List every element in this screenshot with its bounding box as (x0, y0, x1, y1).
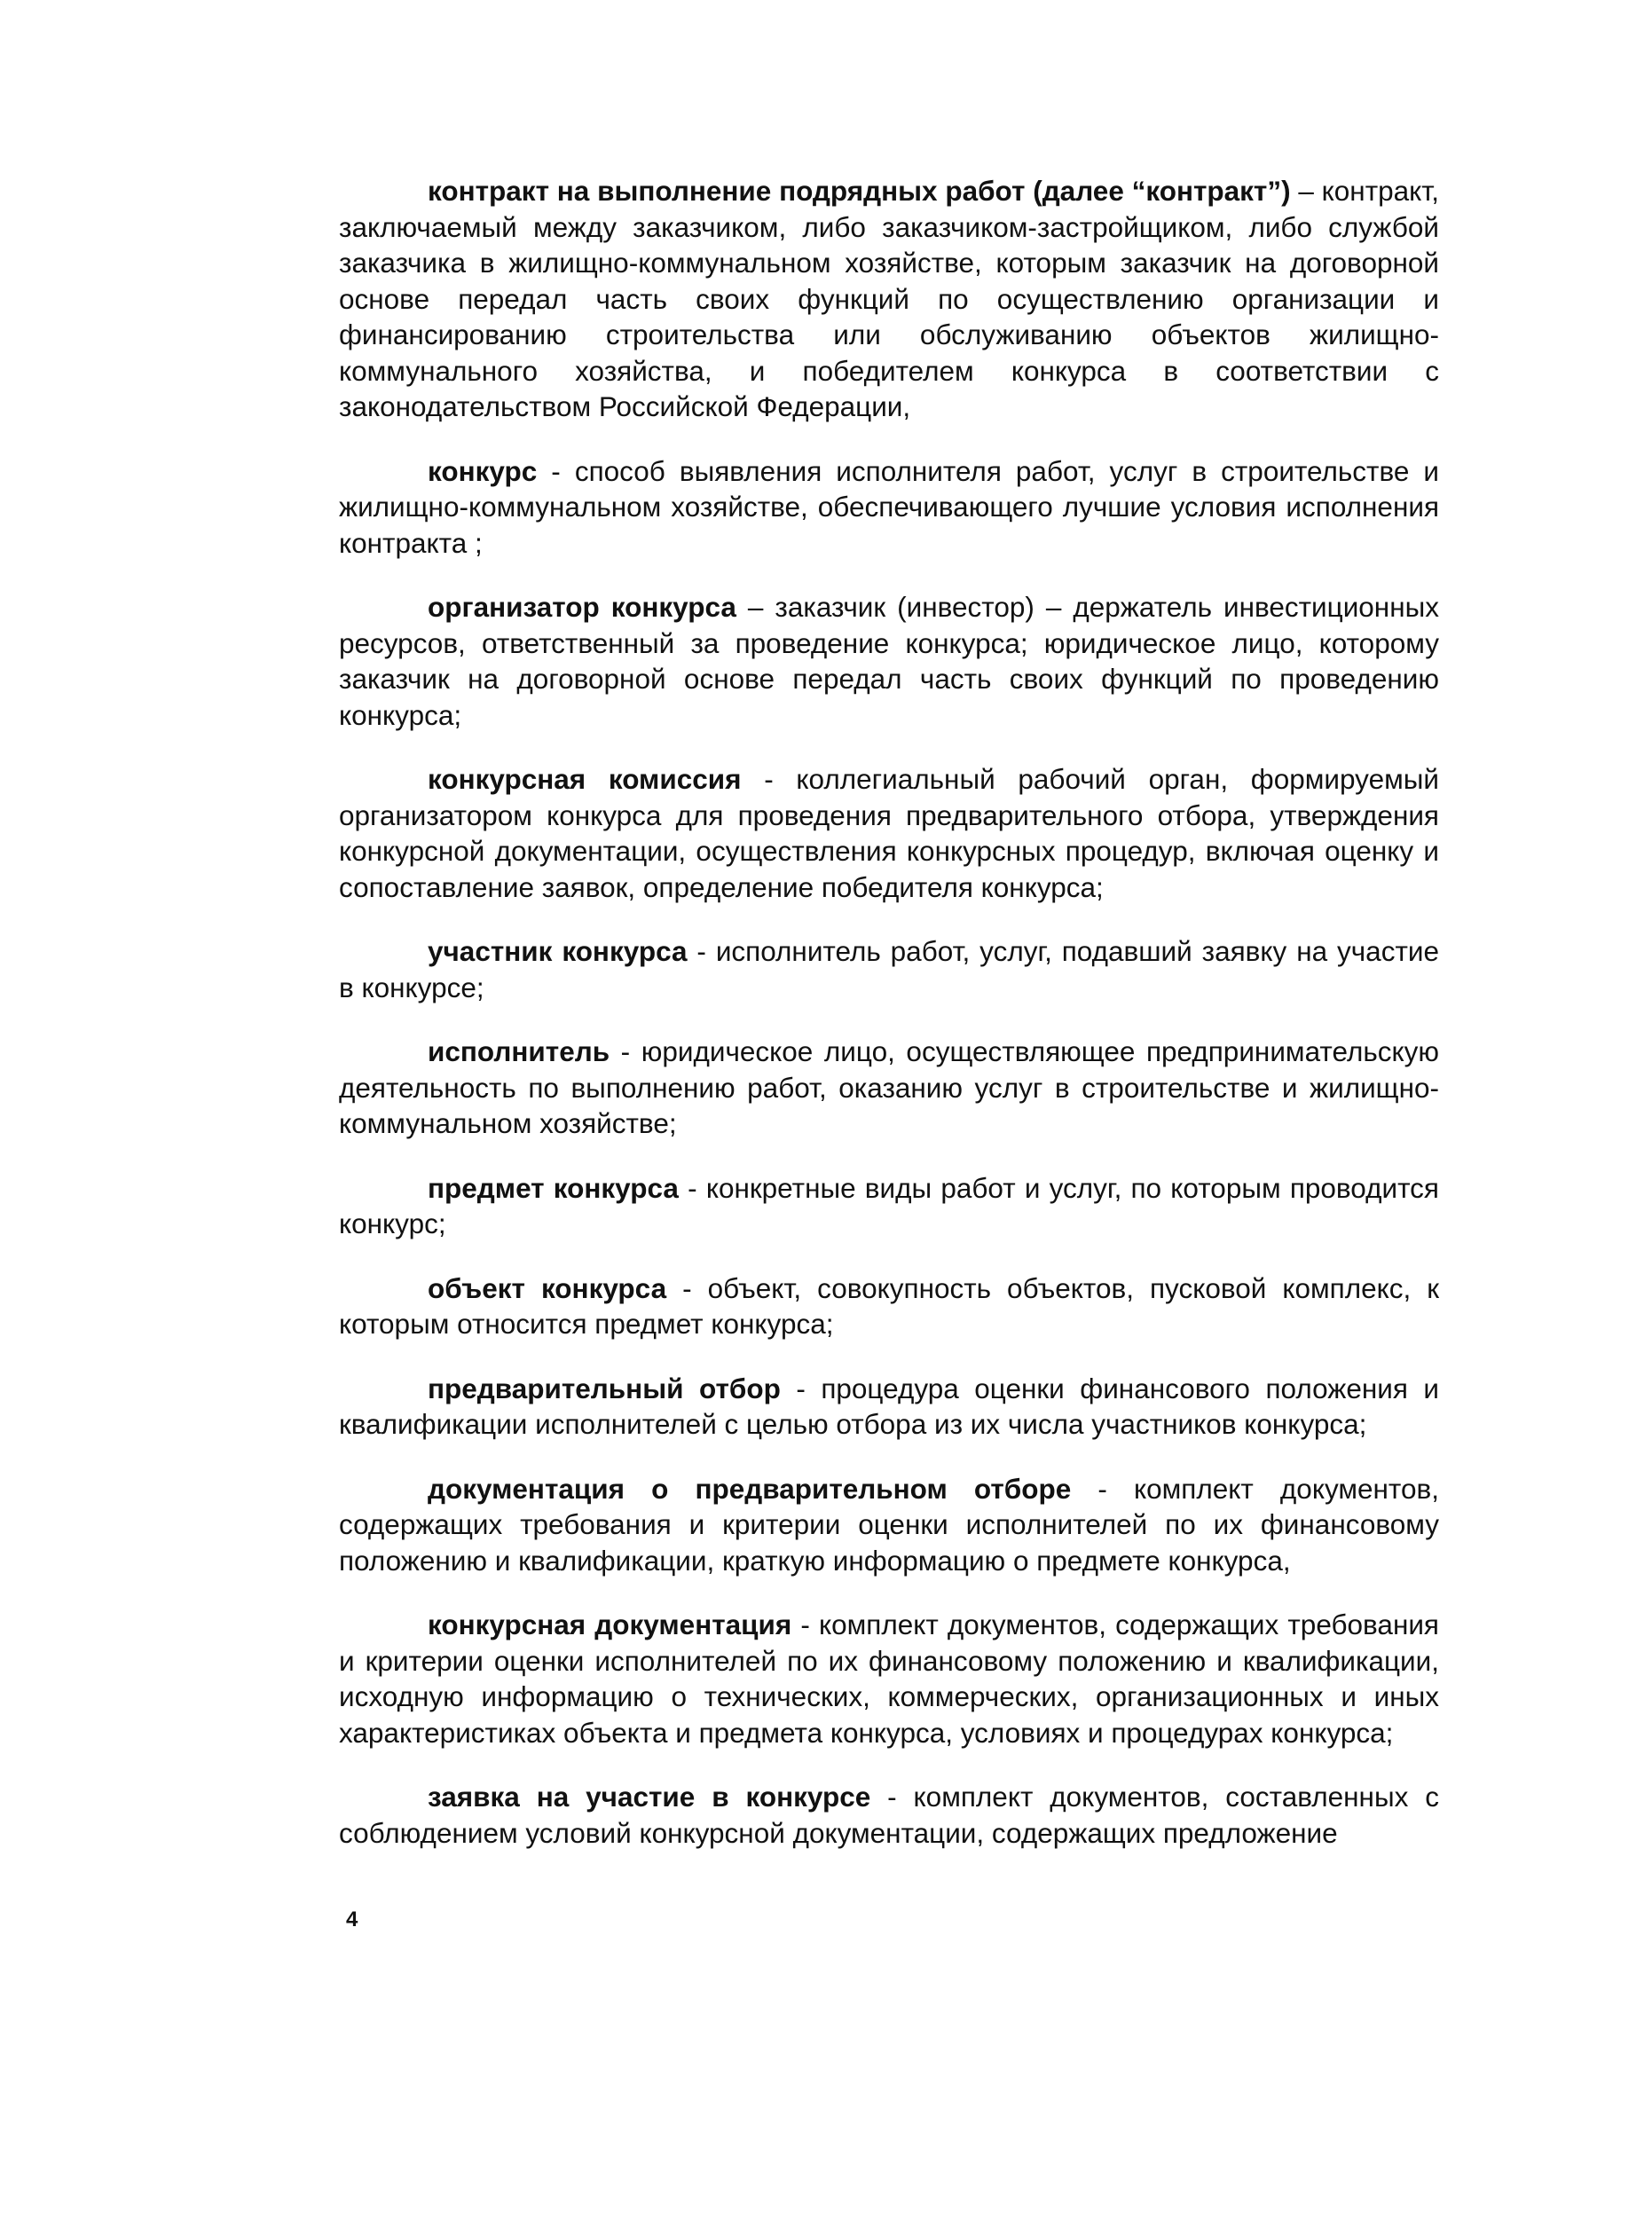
definition-contractor (339, 1034, 1439, 1142)
definition-participant (339, 933, 1439, 1005)
definition-text: - объект, совокупность объектов, пусковой комплекс, к которым относится предмет конкурса; (339, 1271, 1439, 1340)
definition-text: - процедура оценки финансового положения и квалификации исполнителей с целью отбора из их числа участников конкурса; (339, 1372, 1439, 1440)
definition-term: объект конкурса (428, 1271, 667, 1304)
definition-term: заявка на участие в конкурсе (428, 1781, 871, 1813)
definition-term: предмет конкурса (428, 1171, 679, 1204)
definition-text: - конкретные виды работ и услуг, по которым проводится конкурс; (339, 1171, 1439, 1239)
definition-term: исполнитель (428, 1035, 610, 1067)
definition-contract (339, 173, 1439, 425)
definition-text: - юридическое лицо, осуществляющее предпринимательскую деятельность по выполнению работ, оказанию услуг в строительстве и жилищно-коммунальном хозяйстве; (339, 1035, 1439, 1139)
definition-text: - коллегиальный рабочий орган, формируемый организатором конкурса для проведения предварительного отбора, утверждения конкурсной документации, осуществления конкурсных процедур, включая оценку и сопоставление заявок, определение победителя конкурса; (339, 763, 1439, 903)
definition-term: конкурсная документация (428, 1609, 792, 1640)
definition-term: документация о предварительном отборе (428, 1472, 1072, 1505)
definition-text: - комплект документов, составленных с соблюдением условий конкурсной документации, содержащих предложение (339, 1781, 1439, 1849)
definition-term: предварительный отбор (428, 1372, 781, 1404)
definition-term: контракт на выполнение подрядных работ (далее “контракт”) (428, 175, 1291, 207)
definition-term: конкурсная комиссия (428, 763, 742, 795)
definition-text: - способ выявления исполнителя работ, услуг в строительстве и жилищно-коммунальном хозяйстве, обеспечивающего лучшие условия исполнения контракта ; (339, 454, 1439, 559)
definition-preselection (339, 1371, 1439, 1443)
definition-text: - исполнитель работ, услуг, подавший заявку на участие в конкурсе; (339, 935, 1439, 1003)
definition-competition (339, 453, 1439, 562)
definition-text: - комплект документов, содержащих требования и критерии оценки исполнителей по их финансовому положению и квалификации, краткую информацию о предмете конкурса, (339, 1472, 1439, 1577)
definition-object (339, 1270, 1439, 1342)
definition-text: - комплект документов, содержащих требования и критерии оценки исполнителей по их финансовому положению и квалификации, исходную информацию о технических, коммерческих, организационных и иных характеристиках объекта и предмета конкурса, условиях и процедурах конкурса; (339, 1609, 1439, 1749)
definition-commission (339, 761, 1439, 905)
definition-application (339, 1779, 1439, 1851)
definitions-list (339, 173, 1439, 1879)
definition-subject (339, 1170, 1439, 1242)
page-number: 4 (346, 1908, 358, 1931)
definition-term: организатор конкурса (428, 591, 736, 623)
definition-text: – контракт, заключаемый между заказчиком, либо заказчиком-застройщиком, либо службой заказчика в жилищно-коммунальном хозяйстве, которым заказчик на договорной основе передал часть своих функций по осуществлению организации и финансированию строительства или обслуживанию объектов жилищно-коммунального хозяйства, и победителем конкурса в соответствии с законодательством Российской Федерации, (339, 175, 1439, 422)
definition-competition-docs (339, 1607, 1439, 1750)
definition-term: участник конкурса (428, 935, 688, 967)
definition-organizer (339, 589, 1439, 733)
definition-term: конкурс (428, 454, 538, 487)
definition-text: – заказчик (инвестор) – держатель инвестиционных ресурсов, ответственный за проведение конкурса; юридическое лицо, которому заказчик на договорной основе передал часть своих функций по проведению конкурса; (339, 591, 1439, 731)
definition-preselection-docs (339, 1471, 1439, 1579)
